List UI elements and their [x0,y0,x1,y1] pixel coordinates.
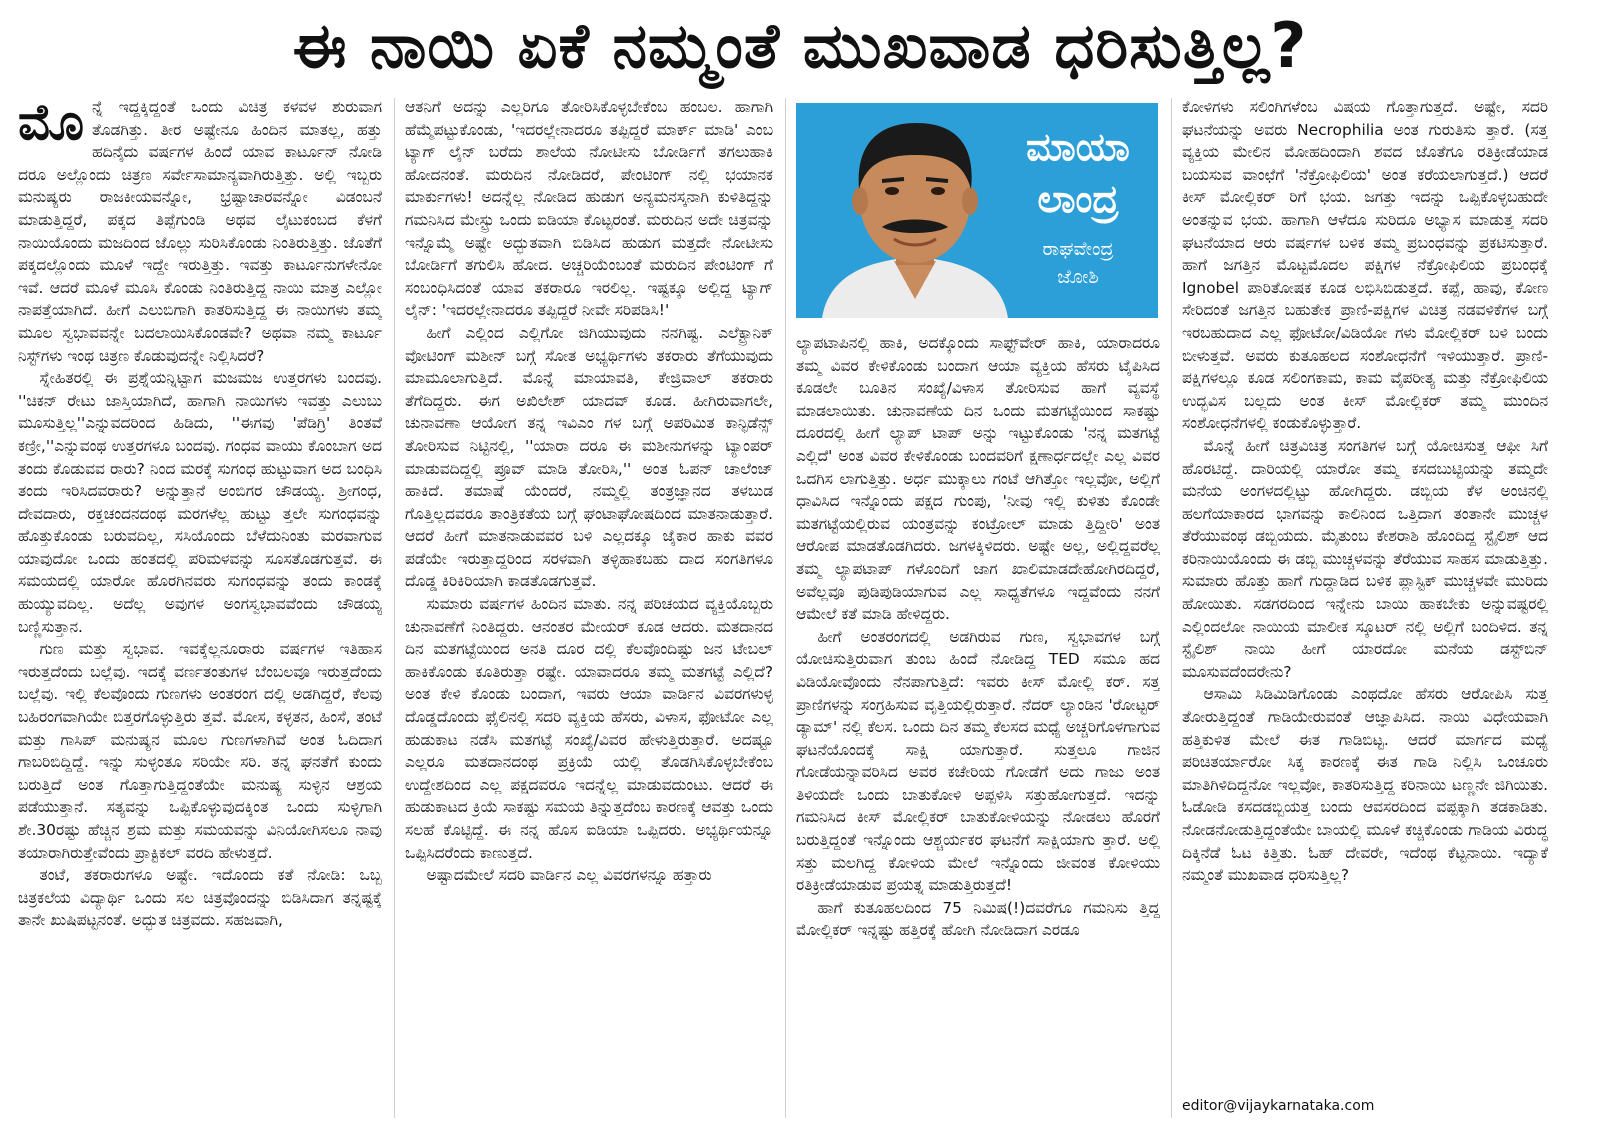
paragraph: ಸುಮಾರು ವರ್ಷಗಳ ಹಿಂದಿನ ಮಾತು. ನನ್ನ ಪರಿಚಯದ ವ್ಯಕ್ತಿಯೊಬ್ಬರು ಚುನಾವಣೆಗೆ ನಿಂತಿದ್ದರು. ಆನಂತರ ಮೇಯರ್ ಕೂಡ ಆದರು. ಮತದಾನದ ದಿನ ಮತಗಟ್ಟೆಯಿಂದ ಅನತಿ ದೂರ ದಲ್ಲಿ ಕೆಲವೊಂದಿಷ್ಟು ಜನ ಟೇಬಲ್ ಹಾಕಿಕೊಂಡು ಕೂತಿರುತ್ತಾ ರಷ್ಟೇ. ಯಾವಾದರೂ ತಮ್ಮ ಮತಗಟ್ಟೆ ಎಲ್ಲಿದೆ? ಅಂತ ಕೇಳಿ ಕೊಂಡು ಬಂದಾಗ, ಇವರು ಆಯಾ ವಾರ್ಡಿನ ವಿವರಗಳುಳ್ಳ ದೊಡ್ಡದೊಂದು ಫೈಲಿನಲ್ಲಿ ಸದರಿ ವ್ಯಕ್ತಿಯ ಹೆಸರು, ವಿಳಾಸ, ಫೋಟೋ ಎಲ್ಲ ಹುಡುಕಾಟ ನಡೆಸಿ ಮತಗಟ್ಟೆ ಸಂಖ್ಯೆ/ವಿವರ ಹೇಳುತ್ತಿರುತ್ತಾರೆ. ಅದಷ್ಟೂ ಎಲ್ಲರೂ ಮತದಾನದಂಥ ಪ್ರಕ್ರಿಯೆ ಯಲ್ಲಿ ತೊಡಗಿಸಿಕೊಳ್ಳಬೇಕೆಂಬ ಉದ್ದೇಶದಿಂದ ಎಲ್ಲ ಪಕ್ಷದವರೂ ಇದನ್ನೆಲ್ಲ ಮಾಡುವದುಂಟು. ಆದರೆ ಈ ಹುಡುಕಾಟದ ಕ್ರಿಯೆ ಸಾಕಷ್ಟು ಸಮಯ ತಿನ್ನುತ್ತದೆಂಬ ಕಾರಣಕ್ಕೆ ಆವತ್ತು ಒಂದು ಸಲಹೆ ಕೊಟ್ಟಿದ್ದೆ. ಈ ನನ್ನ ಹೊಸ ಐಡಿಯಾ ಒಪ್ಪಿದರು. ಅಭ್ಯರ್ಥಿಯನ್ನೂ ಒಪ್ಪಿಸಿದರೆಂದು ಕಾಣುತ್ತದೆ. [405,595,773,862]
column-title: ಮಾಯಾ ಲಾಂದ್ರ [1026,125,1130,221]
article-column-3 [796,332,1160,1132]
paragraph: ಕೋಳಿಗಳು ಸಲಿಂಗಿಗಳೆಂಬ ವಿಷಯ ಗೊತ್ತಾಗುತ್ತದೆ. ಅಷ್ಟೇ, ಸದರಿ ಘಟನೆಯನ್ನು ಅವರು Necrophilia ಅಂತ ಗುರುತಿಸು ತ್ತಾರೆ. (ಸತ್ತ ವ್ಯಕ್ತಿಯ ಮೇಲಿನ ಮೋಹದಿಂದಾಗಿ ಶವದ ಜೊತೆಗೂ ರತಿಕ್ರೀಡೆಯಾಡ ಬಯಸುವ ವಾಂಛೆಗೆ 'ನೆಕ್ರೋಫಿಲಿಯ' ಅಂತ ಕರೆಯಲಾಗುತ್ತದೆ.) ಆದರೆ ಕೀಸ್ ಮೋಲ್ಲಿಕರ್ ರಿಗೆ ಭಯ. ಜಗತ್ತು ಇದನ್ನು ಒಪ್ಪಿಕೊಳ್ಳಬಹುದೇ ಅಂತನ್ನುವ ಭಯ. ಹಾಗಾಗಿ ಆಳೆದೂ ಸುರಿದೂ ಅಭ್ಯಾಸ ಮಾಡುತ್ತ ಸದರಿ ಘಟನೆಯಾದ ಆರು ವರ್ಷಗಳ ಬಳಿಕ ತಮ್ಮ ಪ್ರಬಂಧವನ್ನು ಪ್ರಕಟಿಸುತ್ತಾರೆ. ಹಾಗೆ ಜಗತ್ತಿನ ಮೊಟ್ಟಮೊದಲ ಪಕ್ಷಿಗಳ ನೆಕ್ರೋಫಿಲಿಯ ಪ್ರಬಂಧಕ್ಕೆ Ignobel ಪಾರಿತೋಷಕ ಕೂಡ ಲಭಿಸಿಬಿಡುತ್ತದೆ. ಕಪ್ಪೆ, ಹಾವು, ಕೋಣ ಸೇರಿದಂತೆ ಜಗತ್ತಿನ ಬಹುತೇಕ ಪ್ರಾಣಿ-ಪಕ್ಷಿಗಳ ವಿಚಿತ್ರ ನಡವಳಿಕೆಗಳ ಬಗ್ಗೆ ಇರಬಹುದಾದ ಎಲ್ಲ ಫೋಟೋ/ವಿಡಿಯೋ ಗಳು ಮೋಲ್ಲಿಕರ್ ಬಳಿ ಬಂದು ಬೀಳುತ್ತವೆ. ಅವರು ಕುತೂಹಲದ ಸಂಶೋಧನೆಗೆ ಇಳಿಯುತ್ತಾರೆ. ಪ್ರಾಣಿ-ಪಕ್ಷಿಗಳಲ್ಲೂ ಕೂಡ ಸಲಿಂಗಕಾಮ, ಕಾಮ ವೈಪರೀತ್ಯ ಮತ್ತು ನೆಕ್ರೋಫಿಲಿಯ ಉದ್ಭವಿಸ ಬಲ್ಲದು ಅಂತ ಕೀಸ್ ಮೋಲ್ಲಿಕರ್ ತಮ್ಮ ಮುಂದಿನ ಸಂಶೋಧನೆಗಳಲ್ಲಿ ಕಂಡುಕೊಳ್ಳುತ್ತಾರೆ. [1182,98,1548,433]
paragraph: ಸ್ನೇಹಿತರಲ್ಲಿ ಈ ಪ್ರಶ್ನೆಯನ್ನಿಟ್ಟಾಗ ಮಜಮಜ ಉತ್ತರಗಳು ಬಂದವು. ''ಚಿಕನ್ ರೇಟು ಜಾಸ್ತಿಯಾಗಿದೆ, ಹಾಗಾಗಿ ನಾಯಿಗಳು ಇವತ್ತು ಎಲುಬು ಮೂಸುತ್ತಿಲ್ಲ''ಎನ್ನುವದರಿಂದ ಹಿಡಿದು, ''ಈಗವು 'ಪೆಡಿಗ್ರಿ' ತಿಂತವೆ ಕಣ್ರೀ,''ಎನ್ನುವಂಥ ಉತ್ತರಗಳೂ ಬಂದವು. ಗಂಧವ ವಾಯು ಕೊಂಬಾಗ ಅದ ತಂದು ಕೊಡುವವ ರಾರು? ನಿಂದ ಮರಕ್ಕೆ ಸುಗಂಧ ಹುಟ್ಟುವಾಗ ಅದ ಬಂಧಿಸಿ ತಂದು ಇರಿಸಿದವರಾರು? ಅನ್ನುತ್ತಾನೆ ಅಂಬಿಗರ ಚೌಡಯ್ಯ. ಶ್ರೀಗಂಧ, ದೇವದಾರು, ರಕ್ತಚಂದನದಂಥ ಮರಗಳೆಲ್ಲ ಹುಟ್ಟು ತ್ತಲೇ ಸುಗಂಧವನ್ನು ಹೊತ್ತುಕೊಂಡು ಬರುವದಿಲ್ಲ, ಸಸಿಯೊಂದು ಬೆಳೆದುನಿಂತು ಮರವಾಗುವ ಯಾವುದೋ ಒಂದು ಹಂತದಲ್ಲಿ ಪರಿಮಳವನ್ನು ಸೂಸತೊಡಗುತ್ತವೆ. ಈ ಸಮಯದಲ್ಲಿ ಯಾರೋ ಹೊರಗಿನವರು ಸುಗಂಧವನ್ನು ತಂದು ಕಾಂಡಕ್ಕೆ ಹುಯ್ಯುವದಿಲ್ಲ. ಅದೆಲ್ಲ ಅವುಗಳ ಅಂಗಸ್ವಭಾವವೆಂದು ಚೌಡಯ್ಯ ಬಣ್ಣಿಸುತ್ತಾನ. [18,369,382,636]
columnist-photo [810,111,1020,318]
paragraph: ಹೀಗೆ ಎಲ್ಲಿಂದ ಎಲ್ಲಿಗೋ ಜಿಗಿಯುವುದು ನನಗಿಷ್ಟ. ಎಲೆಕ್ಟ್ರಾನಿಕ್ ವೋಟಿಂಗ್ ಮಶೀನ್ ಬಗ್ಗೆ ಸೋತ ಅಭ್ಯರ್ಥಿಗಳು ತಕರಾರು ತೆಗೆಯುವುದು ಮಾಮೂಲಾಗುತ್ತಿದೆ. ಮೊನ್ನೆ ಮಾಯಾವತಿ, ಕೇಜ್ರಿವಾಲ್ ತಕರಾರು ತೆಗೆದಿದ್ದರು. ಈಗ ಅಖಿಲೇಶ್ ಯಾದವ್ ಕೂಡ. ಹೀಗಿರುವಾಗಲೇ, ಚುನಾವಣಾ ಆಯೋಗ ತನ್ನ ಇವಿಎಂ ಗಳ ಬಗ್ಗೆ ಅಪರಿಮಿತ ಕಾನ್ಫಿಡೆನ್ಸ್ ತೋರಿಸುವ ನಿಟ್ಟಿನಲ್ಲಿ, ''ಯಾರಾ ದರೂ ಈ ಮಶೀನುಗಳನ್ನು ಟ್ಯಾಂಪರ್ ಮಾಡುವದಿದ್ದಲ್ಲಿ ಪ್ರೂವ್ ಮಾಡಿ ತೋರಿಸಿ,'' ಅಂತ ಓಪನ್ ಚಾಲೆಂಜ್ ಹಾಕಿದೆ. ತಮಾಷೆ ಯೆಂದರೆ, ನಮ್ಮಲ್ಲಿ ತಂತ್ರಜ್ಞಾನದ ತಳಬುಡ ಗೊತ್ತಿಲ್ಲದವರೂ ತಾಂತ್ರಿಕತೆಯ ಬಗ್ಗೆ ಘಂಟಾಘೋಷದಿಂದ ಮಾತನಾಡುತ್ತಾರೆ. ಆದರೆ ಹೀಗೆ ಮಾತನಾಡುವವರ ಬಳಿ ಎಲ್ಲದಕ್ಕೂ ಜೈಕಾರ ಹಾಕು ವವರ ಪಡೆಯೇ ಇರುತ್ತಾದ್ದರಿಂದ ಸರಳವಾಗಿ ತಳ್ಳಿಹಾಕಬಹು ದಾದ ಸಂಗತಿಗಳೂ ದೊಡ್ಡ ಕಿರಿಕಿರಿಯಾಗಿ ಕಾಡತೊಡಗುತ್ತವೆ. [405,323,773,591]
column-divider [394,98,395,1118]
paragraph: ಗುಣ ಮತ್ತು ಸ್ವಭಾವ. ಇವಕ್ಕೆಲ್ಲನೂರಾರು ವರ್ಷಗಳ ಇತಿಹಾಸ ಇರುತ್ತದೆಂದು ಬಲ್ಲೆವು. ಇದಕ್ಕೆ ವರ್ಣತಂತುಗಳ ಬೆಂಬಲವೂ ಇರುತ್ತದೆಂದು ಬಲ್ಲೆವು. ಇಲ್ಲಿ ಕೆಲವೊಂದು ಗುಣಗಳು ಅಂತರಂಗ ದಲ್ಲಿ ಅಡಗಿದ್ದರೆ, ಕೆಲವು ಬಹಿರಂಗವಾಗಿಯೇ ಬಿತ್ತರಗೊಳ್ಳುತ್ತಿರು ತ್ತವೆ. ಮೋಸ, ಕಳ್ಳತನ, ಹಿಂಸೆ, ತಂಟೆ ಮತ್ತು ಗಾಸಿಪ್ ಮನುಷ್ಯನ ಮೂಲ ಗುಣಗಳಾಗಿವೆ ಅಂತ ಓದಿದಾಗ ಗಾಬರಿಬಿದ್ದಿದ್ದೆ. ಇನ್ನು ಸುಳ್ಳಂತೂ ಸರಿಯೇ ಸರಿ. ತನ್ನ ಘನತೆಗೆ ಕುಂದು ಬರುತ್ತಿದೆ ಅಂತ ಗೊತ್ತಾಗುತ್ತಿದ್ದಂತೆಯೇ ಮನುಷ್ಯ ಸುಳ್ಳಿನ ಆಶ್ರಯ ಪಡೆಯುತ್ತಾನೆ. ಸತ್ಯವನ್ನು ಒಪ್ಪಿಕೊಳ್ಳುವುದಕ್ಕಿಂತ ಒಂದು ಸುಳ್ಳಿಗಾಗಿ ಶೇ.30ರಷ್ಟು ಹೆಚ್ಚಿನ ಶ್ರಮ ಮತ್ತು ಸಮಯವನ್ನು ವಿನಿಯೋಗಿಸಲೂ ನಾವು ತಯಾರಾಗಿರುತ್ತೇವೆಂದು ಪ್ರಾಕ್ಟಿಕಲ್ ವರದಿ ಹೇಳುತ್ತದೆ. [18,640,382,862]
editor-email: editor@vijaykarnataka.com [1182,1098,1375,1114]
drop-cap: ಮೊ [18,96,84,151]
article-column-4 [1182,96,1548,1096]
paragraph: ಮೊನ್ನೆ ಹೀಗೆ ಚಿತ್ರವಿಚಿತ್ರ ಸಂಗತಿಗಳ ಬಗ್ಗೆ ಯೋಚಿಸುತ್ತ ಆಫೀ ಸಿಗೆ ಹೊರಟಿದ್ದೆ. ದಾರಿಯಲ್ಲಿ ಯಾರೋ ತಮ್ಮ ಕಸದಬುಟ್ಟಿಯನ್ನು ತಮ್ಮದೇ ಮನೆಯ ಅಂಗಳದಲ್ಲಿಟ್ಟು ಹೋಗಿದ್ದರು. ಡಬ್ಬಿಯ ಕೆಳ ಅಂಚಿನಲ್ಲಿ ಹಲಗೆಯಾಕಾರದ ಭಾಗವನ್ನು ಕಾಲಿನಿಂದ ಒತ್ತಿದಾಗ ತಂತಾನೇ ಮುಚ್ಚಳ ತೆರೆಯುವಂಥ ಡಬ್ಬಿಯದು. ಮೈತುಂಬ ಕೇಶರಾಶಿ ಹೊಂದಿದ್ದ ಸ್ಟೈಲಿಶ್ ಆದ ಕರಿನಾಯಿಯೊಂದು ಈ ಡಬ್ಬಿ ಮುಚ್ಚಳವನ್ನು ತೆರೆಯುವ ಸಾಹಸ ಮಾಡುತ್ತಿತ್ತು. ಸುಮಾರು ಹೊತ್ತು ಹಾಗೆ ಗುದ್ದಾಡಿದ ಬಳಿಕ ಪ್ಲಾಸ್ಟಿಕ್ ಮುಚ್ಚಳವೇ ಮುರಿದು ಹೋಯಿತು. ಸಡಗರದಿಂದ ಇನ್ನೇನು ಬಾಯಿ ಹಾಕಬೇಕು ಅನ್ನುವಷ್ಟರಲ್ಲಿ ಎಲ್ಲಿಂದಲೋ ನಾಯಿಯ ಮಾಲೀಕ ಸ್ಕೂಟರ್ ನಲ್ಲಿ ಅಲ್ಲಿಗೆ ಬಂದಿಳಿದ. ತನ್ನ ಸ್ಟೈಲಿಶ್ ನಾಯಿ ಹೀಗೆ ಯಾರದೋ ಮನೆಯ ಡಸ್ಟ್‌ಬಿನ್ ಮೂಸುವದೆಂದರೇನು? [1182,436,1548,681]
headline: ಈ ನಾಯಿ ಏಕೆ ನಮ್ಮಂತೆ ಮುಖವಾಡ ಧರಿಸುತ್ತಿಲ್ಲ? [292,9,1308,82]
paragraph-1: ಮೊನ್ನೆ ಇದ್ದಕ್ಕಿದ್ದಂತೆ ಒಂದು ವಿಚಿತ್ರ ಕಳವಳ ಶುರುವಾಗ ತೊಡಗಿತ್ತು. ತೀರ ಅಷ್ಟೇನೂ ಹಿಂದಿನ ಮಾತಲ್ಲ, ಹತ್ತು ಹದಿನೈದು ವರ್ಷಗಳ ಹಿಂದೆ ಯಾವ ಕಾರ್ಟೂನ್ ನೋಡಿ ದರೂ ಅಲ್ಲೊಂದು ಚಿತ್ರಣ ಸರ್ವೇಸಾಮಾನ್ಯವಾಗಿರುತ್ತಿತ್ತು. ಅಲ್ಲಿ ಇಬ್ಬರು ಮನುಷ್ಯರು ರಾಜಕೀಯವನ್ನೋ, ಭ್ರಷ್ಟಾಚಾರವನ್ನೋ ವಿಡಂಬನೆ ಮಾಡುತ್ತಿದ್ದರೆ, ಪಕ್ಕದ ತಿಪ್ಪೆಗುಂಡಿ ಅಥವ ಲೈಟುಕಂಬದ ಕೆಳಗೆ ನಾಯಿಯೊಂದು ಮಜದಿಂದ ಜೊಲ್ಲು ಸುರಿಸಿಕೊಂಡು ನಿಂತಿರುತ್ತಿತ್ತು. ಜೊತೆಗೆ ಪಕ್ಕದಲ್ಲೊಂದು ಮೂಳೆ ಇದ್ದೇ ಇರುತ್ತಿತ್ತು. ಇವತ್ತು ಕಾರ್ಟೂನುಗಳೇನೋ ಇವೆ. ಆದರೆ ಮೂಳೆ ಮೂಸಿ ಕೊಂಡು ನಿಂತಿರುತ್ತಿದ್ದ ನಾಯಿ ಮಾತ್ರ ಎಲ್ಲೋ ನಾಪತ್ತೆಯಾಗಿದೆ. ಹೀಗೆ ಎಲುಬಿಗಾಗಿ ಕಾತರಿಸುತ್ತಿದ್ದ ಈ ನಾಯಿಗಳು ತಮ್ಮ ಮೂಲ ಸ್ವಭಾವವನ್ನೇ ಬದಲಾಯಿಸಿಕೊಂಡವೇ? ಅಥವಾ ನಮ್ಮ ಕಾರ್ಟೂ ನಿಸ್ಟ್‌ಗಳು ಇಂಥ ಚಿತ್ರಣ ಕೊಡುವುದನ್ನೇ ನಿಲ್ಲಿಸಿದರೆ? [18,96,382,365]
column-header-box [796,103,1158,318]
columnist-name: ರಾಘವೇಂದ್ರ ಜೋಶಿ [1042,238,1114,288]
paragraph: ಹಾಗೆ ಕುತೂಹಲದಿಂದ 75 ನಿಮಿಷ(!)ದವರೆಗೂ ಗಮನಿಸು ತ್ತಿದ್ದ ಮೋಲ್ಲಿಕರ್ ಇನ್ನಷ್ಟು ಹತ್ತಿರಕ್ಕೆ ಹೋಗಿ ನೋಡಿದಾಗ ಎರಡೂ [796,898,1160,940]
article-column-1 [18,96,382,1146]
paragraph: ತಂಟೆ, ತಕರಾರುಗಳೂ ಅಷ್ಟೇ. ಇದೊಂದು ಕತೆ ನೋಡಿ: ಒಬ್ಬ ಚಿತ್ರಕಲೆಯ ವಿದ್ಯಾರ್ಥಿ ಒಂದು ಸಲ ಚಿತ್ರವೊಂದನ್ನು ಬಿಡಿಸಿದಾಗ ತನ್ನಷ್ಟಕ್ಕೆ ತಾನೇ ಖುಷಿಪಟ್ಟನಂತೆ. ಅದ್ಭುತ ಚಿತ್ರವದು. ಸಹಜವಾಗಿ, [18,866,382,930]
paragraph: ಅಷ್ಟಾದಮೇಲೆ ಸದರಿ ವಾರ್ಡಿನ ಎಲ್ಲ ವಿವರಗಳನ್ನೂ ಹತ್ತಾರು [426,866,712,885]
column-divider [1171,98,1172,1118]
article-column-2 [405,96,773,1146]
column-divider [785,98,786,1118]
paragraph: ಆತನಿಗೆ ಅದನ್ನು ಎಲ್ಲರಿಗೂ ತೋರಿಸಿಕೊಳ್ಳಬೇಕೆಂಬ ಹಂಬಲ. ಹಾಗಾಗಿ ಹೆಮ್ಮೆಪಟ್ಟುಕೊಂಡು, 'ಇದರಲ್ಲೇನಾದರೂ ತಪ್ಪಿದ್ದರೆ ಮಾರ್ಕ್ ಮಾಡಿ' ಎಂಬ ಟ್ಯಾಗ್ ಲೈನ್ ಬರೆದು ಶಾಲೆಯ ನೋಟೀಸು ಬೋರ್ಡಿಗೆ ತಗಲುಹಾಕಿ ಹೋದನಂತೆ. ಮರುದಿನ ನೋಡಿದರೆ, ಪೇಂಟಿಂಗ್ ನಲ್ಲಿ ಭಯಾನಕ ಮಾರ್ಕುಗಳು! ಅದನ್ನೆಲ್ಲ ನೋಡಿದ ಹುಡುಗ ಅನ್ಯಮನಸ್ಕನಾಗಿ ಕುಳಿತಿದ್ದನ್ನು ಗಮನಿಸಿದ ಮೇಸ್ಟ್ರು ಒಂದು ಐಡಿಯಾ ಕೊಟ್ಟರಂತೆ. ಮರುದಿನ ಅದೇ ಚಿತ್ರವನ್ನು ಇನ್ನೊಮ್ಮೆ ಅಷ್ಟೇ ಅದ್ಭುತವಾಗಿ ಬಿಡಿಸಿದ ಹುಡುಗ ಮತ್ತದೇ ನೋಟೀಸು ಬೋರ್ಡಿಗೆ ತಗುಲಿಸಿ ಹೋದ. ಅಚ್ಚರಿಯೆಂಬಂತೆ ಮರುದಿನ ಪೇಂಟಿಂಗ್ ಗೆ ಸಂಬಂಧಿಸಿದಂತೆ ಯಾವ ತಕರಾರೂ ಇರಲಿಲ್ಲ. ಇಷ್ಟಕ್ಕೂ ಅಲ್ಲಿದ್ದ ಟ್ಯಾಗ್ ಲೈನ್: 'ಇದರಲ್ಲೇನಾದರೂ ತಪ್ಪಿದ್ದರೆ ನೀವೇ ಸರಿಪಡಿಸಿ!' [405,98,773,320]
paragraph: ಆಸಾಮಿ ಸಿಡಿಮಿಡಿಗೊಂಡು ಎಂಥದೋ ಹೆಸರು ಆರೋಪಿಸಿ ಸುತ್ತ ತೋರುತ್ತಿದ್ದಂತೆ ಗಾಡಿಯೇರುವಂತೆ ಆಜ್ಞಾಪಿಸಿದ. ನಾಯಿ ವಿಧೇಯವಾಗಿ ಹತ್ತಿಕುಳಿತ ಮೇಲೆ ಈತ ಗಾಡಿಬಿಟ್ಟ. ಆದರೆ ಮಾರ್ಗದ ಮಧ್ಯೆ ಪರಿಚಿತರ್ಯಾರೋ ಸಿಕ್ಕ ಕಾರಣಕ್ಕೆ ಈತ ಗಾಡಿ ನಿಲ್ಲಿಸಿ ಒಂಚೂರು ಮಾತಿಗಿಳಿದಿದ್ದನೋ ಇಲ್ಲವೋ, ಕಾತರಿಸುತ್ತಿದ್ದ ಕರಿನಾಯಿ ಟಣ್ಣನೇ ಜಿಗಿಯಿತು. ಓಡೋಡಿ ಕಸದಡಬ್ಬಿಯತ್ತ ಬಂದು ಆವಸರದಿಂದ ವಪ್ಪಕ್ಕಾಗಿ ತಡಕಾಡಿತು. ನೋಡನೋಡುತ್ತಿದ್ದಂತೆಯೇ ಬಾಯಲ್ಲಿ ಮೂಳೆ ಕಚ್ಚಿಕೊಂಡು ಗಾಡಿಯ ವಿರುದ್ಧ ದಿಕ್ಕಿನೆಡೆ ಓಟ ಕಿತ್ತಿತು. ಓಹ್ ದೇವರೇ, ಇದೆಂಥ ಕೆಟ್ಟನಾಯಿ. ಇದ್ಯಾಕೆ ನಮ್ಮಂತೆ ಮುಖವಾಡ ಧರಿಸುತ್ತಿಲ್ಲ? [1182,685,1548,885]
paragraph: ಹೀಗೆ ಅಂತರಂಗದಲ್ಲಿ ಅಡಗಿರುವ ಗುಣ, ಸ್ವಭಾವಗಳ ಬಗ್ಗೆ ಯೋಚಿಸುತ್ತಿರುವಾಗ ತುಂಬ ಹಿಂದೆ ನೋಡಿದ್ದ TED ಸಮೂ ಹದ ವಿಡಿಯೋವೊಂದು ನೆನಪಾಗುತ್ತಿದೆ: ಇವರು ಕೀಸ್ ಮೋಲ್ಲಿ ಕರ್. ಸತ್ತ ಪ್ರಾಣಿಗಳನ್ನು ಸಂಗ್ರಹಿಸುವ ವೃತ್ತಿಯಲ್ಲಿರುತ್ತಾರೆ. ನೆದರ್ ಲ್ಯಾಂಡಿನ 'ರೋಟ್ಟರ್ ಡ್ಯಾಮ್' ನಲ್ಲಿ ಕೆಲಸ. ಒಂದು ದಿನ ತಮ್ಮ ಕೆಲಸದ ಮಧ್ಯೆ ಅಚ್ಚರಿಗೊಳಗಾಗುವ ಘಟನೆಯೊಂದಕ್ಕೆ ಸಾಕ್ಷಿ ಯಾಗುತ್ತಾರೆ. ಸುತ್ತಲೂ ಗಾಜಿನ ಗೋಡೆಯನ್ನಾವರಿಸಿದ ಅವರ ಕಚೇರಿಯ ಗೋಡೆಗೆ ಅದು ಗಾಜು ಅಂತ ತಿಳಿಯದೇ ಒಂದು ಬಾತುಕೋಳಿ ಅಪ್ಪಳಿಸಿ ಸತ್ತುಹೋಗುತ್ತದೆ. ಇದನ್ನು ಗಮನಿಸಿದ ಕೀಸ್ ಮೋಲ್ಲಿಕರ್ ಬಾತುಕೋಳಿಯನ್ನು ನೋಡಲು ಹೊರಗೆ ಬರುತ್ತಿದ್ದಂತೆ ಇನ್ನೊಂದು ಆಶ್ಚರ್ಯಕರ ಘಟನೆಗೆ ಸಾಕ್ಷಿಯಾಗು ತ್ತಾರೆ. ಅಲ್ಲಿ ಸತ್ತು ಮಲಗಿದ್ದ ಕೋಳಿಯ ಮೇಲೆ ಇನ್ನೊಂದು ಜೀವಂತ ಕೋಳಿಯು ರತಿಕ್ರೀಡೆಯಾಡುವ ಪ್ರಯತ್ನ ಮಾಡುತ್ತಿರುತ್ತದೆ! [796,627,1160,895]
paragraph: ಲ್ಯಾಪಟಾಪಿನಲ್ಲಿ ಹಾಕಿ, ಅದಕ್ಕೊಂದು ಸಾಫ್ಟ್‌ವೇರ್ ಹಾಕಿ, ಯಾರಾದರೂ ತಮ್ಮ ವಿವರ ಕೇಳಿಕೊಂಡು ಬಂದಾಗ ಆಯಾ ವ್ಯಕ್ತಿಯ ಹೆಸರು ಟೈಪಿಸಿದ ಕೂಡಲೇ ಬೂತಿನ ಸಂಖ್ಯೆ/ವಿಳಾಸ ತೋರಿಸುವ ಹಾಗೆ ವ್ಯವಸ್ಥೆ ಮಾಡಲಾಯಿತು. ಚುನಾವಣೆಯ ದಿನ ಒಂದು ಮತಗಟ್ಟೆಯಿಂದ ಸಾಕಷ್ಟು ದೂರದಲ್ಲಿ ಹೀಗೆ ಲ್ಯಾಪ್ ಟಾಪ್ ಅನ್ನು ಇಟ್ಟುಕೊಂಡು 'ನನ್ನ ಮತಗಟ್ಟೆ ಎಲ್ಲಿದೆ' ಅಂತ ವಿವರ ಕೇಳಿಕೊಂಡು ಬಂದವರಿಗೆ ಕ್ಷಣಾರ್ಧದಲ್ಲೇ ಎಲ್ಲ ವಿವರ ಒದಗಿಸ ಲಾಗುತ್ತಿತ್ತು. ಅರ್ಧ ಮುಕ್ಕಾಲು ಗಂಟೆ ಆಗಿತ್ತೋ ಇಲ್ಲವೋ, ಅಲ್ಲಿಗೆ ಧಾವಿಸಿದ ಇನ್ನೊಂದು ಪಕ್ಷದ ಗುಂಪು, 'ನೀವು ಇಲ್ಲಿ ಕುಳಿತು ಕೊಂಡೇ ಮತಗಟ್ಟೆಯಲ್ಲಿರುವ ಯಂತ್ರವನ್ನು ಕಂಟ್ರೋಲ್ ಮಾಡು ತ್ತಿದ್ದೀರಿ' ಅಂತ ಆರೋಪ ಮಾಡತೊಡಗಿದರು. ಜಗಳಕ್ಕಿಳಿದರು. ಅಷ್ಟೇ ಅಲ್ಲ, ಅಲ್ಲಿದ್ದವರೆಲ್ಲ ತಮ್ಮ ಲ್ಯಾಪಟಾಪ್ ಗಳೊಂದಿಗೆ ಜಾಗ ಖಾಲಿಮಾಡದೇಹೋಗಿರದಿದ್ದರೆ, ಅವೆಲ್ಲವೂ ಪುಡಿಪುಡಿಯಾಗುವ ಎಲ್ಲ ಸಾಧ್ಯತೆಗಳೂ ಇದ್ದವೆಂದು ನನಗೆ ಆಮೇಲೆ ಕತೆ ಮಾಡಿ ಹೇಳಿದ್ದರು. [796,334,1160,624]
